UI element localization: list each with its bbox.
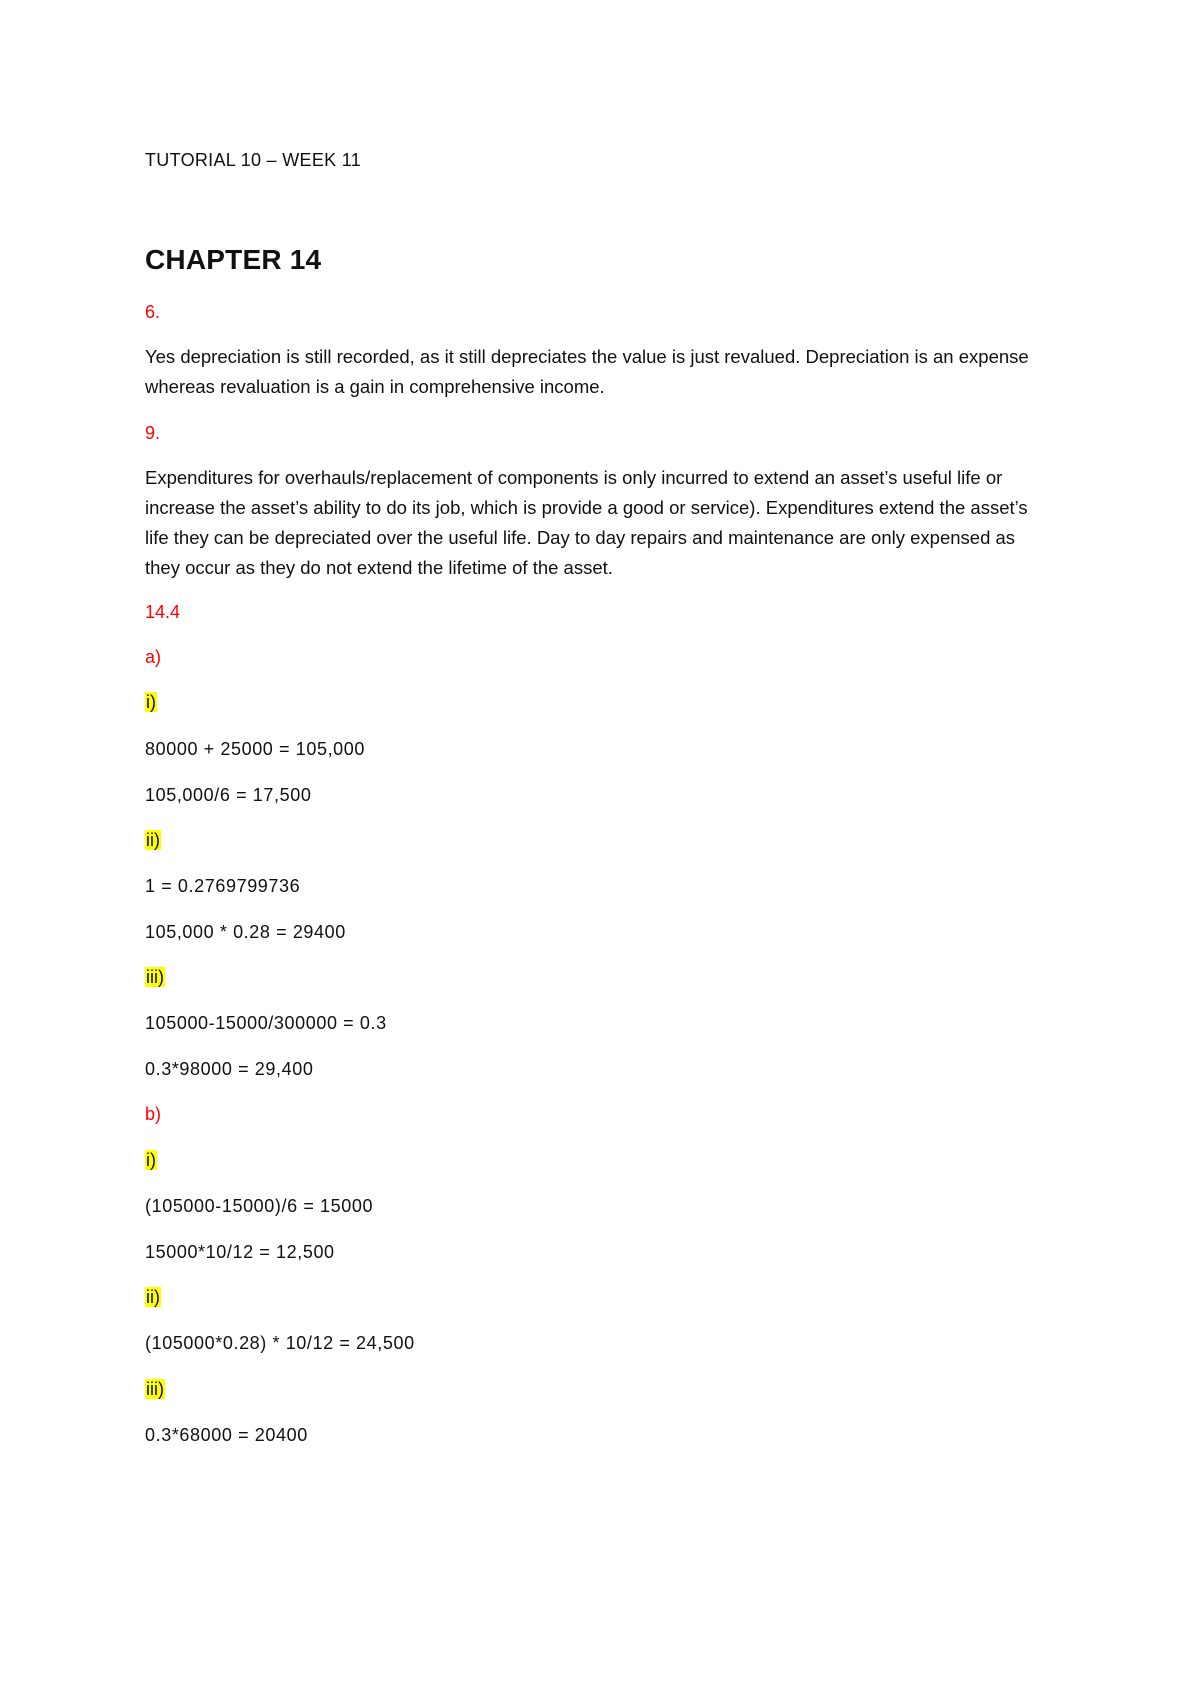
calculation-line: 0.3*68000 = 20400: [145, 1425, 308, 1445]
part-b-i-label: [145, 1148, 157, 1172]
highlight: ii): [146, 830, 160, 850]
question-6-answer: Yes depreciation is still recorded, as it still depreciates the value is just revalued. Depreciation is an expense whereas revaluation is a gain in comprehensive income.: [145, 346, 1029, 397]
part-a-i-label: [145, 690, 157, 714]
part-b-label: b): [145, 1104, 162, 1124]
calculation-line: 0.3*98000 = 29,400: [145, 1059, 314, 1079]
calculation-line: 15000*10/12 = 12,500: [145, 1242, 335, 1262]
chapter-title: CHAPTER 14: [145, 244, 322, 275]
question-6-label: 6.: [145, 302, 161, 322]
highlight: iii): [146, 967, 164, 987]
calculation-line: 105,000 * 0.28 = 29400: [145, 922, 346, 942]
question-14-4-label: 14.4: [145, 602, 181, 622]
calculation-line: 80000 + 25000 = 105,000: [145, 739, 365, 759]
calculation-line: (105000-15000)/6 = 15000: [145, 1196, 374, 1216]
part-a-iii-label: [145, 965, 165, 989]
highlight: ii): [146, 1287, 160, 1307]
calculation-line: (105000*0.28) * 10/12 = 24,500: [145, 1333, 415, 1353]
question-9-label: 9.: [145, 423, 161, 443]
calculation-line: 105000-15000/300000 = 0.3: [145, 1013, 387, 1033]
highlight: iii): [146, 1379, 164, 1399]
part-a-ii-label: [145, 828, 161, 852]
calculation-line: 105,000/6 = 17,500: [145, 785, 312, 805]
part-b-iii-label: [145, 1377, 165, 1401]
highlight: i): [146, 1150, 156, 1170]
part-b-ii-label: [145, 1285, 161, 1309]
part-a-label: a): [145, 647, 162, 667]
document-header: TUTORIAL 10 – WEEK 11: [145, 150, 362, 170]
calculation-line: 1 = 0.2769799736: [145, 876, 301, 896]
highlight: i): [146, 692, 156, 712]
question-9-answer: Expenditures for overhauls/replacement of components is only incurred to extend an asset’s useful life or increase the asset’s ability to do its job, which is provide a good or service). Expenditures extend the asset’s life they can be depreciated over the useful life. Day to day repairs and maintenance are only expensed as they occur as they do not extend the lifetime of the asset.: [145, 467, 1028, 578]
